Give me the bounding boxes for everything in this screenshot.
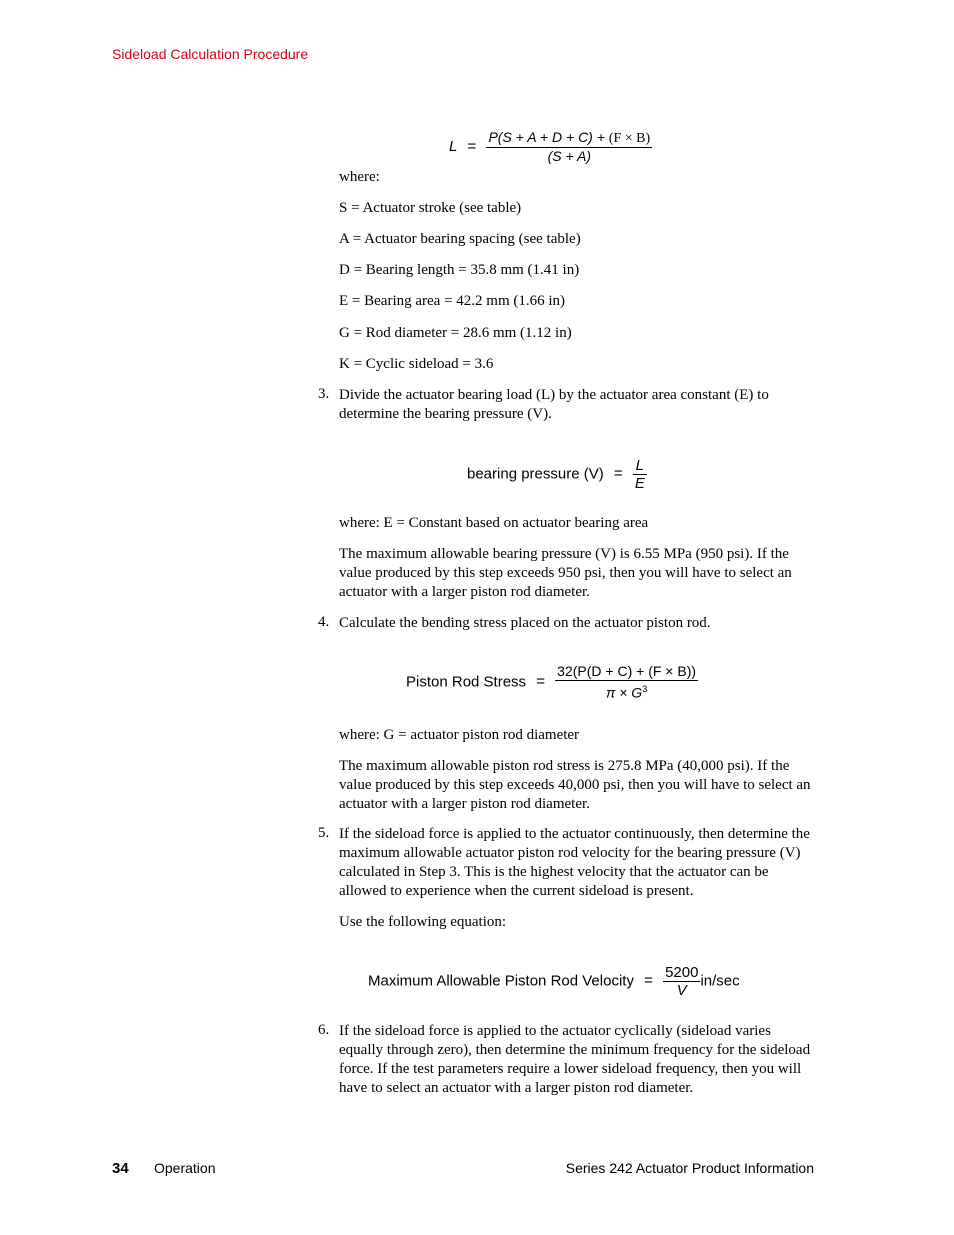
- limit-note: The maximum allowable bearing pressure (V) is 6.55 MPa (950 psi). If the value produced by this step exceeds 950 psi, then you will have to select an actuator with a larger piston rod diameter.: [339, 546, 792, 600]
- formula-piston-rod-stress: [406, 663, 698, 702]
- formula-numerator: 5200: [665, 964, 699, 981]
- formula-equals: =: [644, 972, 653, 990]
- step-text: If the sideload force is applied to the actuator cyclically (sideload varies equally through zero), then determine the minimum frequency for the sideload force. If the test parameters require a lower sideload frequency, then you will have to select an actuator with a larger piston rod diameter.: [339, 1023, 811, 1096]
- definition-g: G = Rod diameter = 28.6 mm (1.12 in): [339, 325, 572, 341]
- step-text: Divide the actuator bearing load (L) by the actuator area constant (E) to determine the bearing pressure (V).: [339, 387, 769, 422]
- where-note: where: E = Constant based on actuator bearing area: [339, 515, 649, 531]
- step-text: If the sideload force is applied to the actuator continuously, then determine the maximum allowable actuator piston rod velocity for the bearing pressure (V) calculated in Step 3. This is the highest velocity that the actuator can be allowed to experience when the current sideload is present.: [339, 826, 810, 899]
- formula-lhs: Maximum Allowable Piston Rod Velocity: [368, 972, 634, 990]
- definition-s: S = Actuator stroke (see table): [339, 200, 522, 216]
- formula-exponent: 3: [642, 684, 648, 694]
- formula-numerator-tail: (F × B): [608, 131, 651, 146]
- where-label: where:: [339, 169, 380, 185]
- formula-numerator: L: [633, 457, 647, 475]
- footer-doc-title: Series 242 Actuator Product Information: [565, 1160, 814, 1176]
- step-number: 5.: [318, 825, 330, 841]
- formula-denominator: (S + A): [547, 148, 592, 164]
- formula-equals: =: [467, 137, 477, 155]
- step-text: Calculate the bending stress placed on the actuator piston rod.: [339, 615, 711, 631]
- formula-equals: =: [613, 465, 623, 483]
- formula-unit: in/sec: [700, 972, 740, 990]
- use-equation-note: Use the following equation:: [339, 914, 507, 930]
- formula-max-velocity: [368, 964, 740, 999]
- step-number: 4.: [318, 614, 330, 630]
- formula-lhs: L: [449, 137, 458, 155]
- formula-lhs: Piston Rod Stress: [406, 673, 527, 691]
- formula-numerator: P(S + A + D + C) +: [488, 129, 609, 145]
- step-number: 3.: [318, 386, 330, 402]
- formula-fraction: [555, 663, 698, 702]
- formula-bearing-load: [449, 129, 652, 165]
- formula-lhs: bearing pressure (V): [467, 465, 604, 483]
- formula-fraction: [663, 964, 700, 999]
- footer-section: Operation: [154, 1160, 216, 1176]
- definition-k: K = Cyclic sideload = 3.6: [339, 356, 494, 372]
- page-number: 34: [112, 1160, 129, 1177]
- step-number: 6.: [318, 1022, 330, 1038]
- formula-fraction: [633, 457, 647, 492]
- formula-equals: =: [536, 673, 545, 691]
- limit-note: The maximum allowable piston rod stress is 275.8 MPa (40,000 psi). If the value produced by this step exceeds 40,000 psi, then you will have to select an actuator with a larger piston rod diameter.: [339, 758, 811, 812]
- formula-bearing-pressure: [467, 457, 647, 492]
- definition-e: E = Bearing area = 42.2 mm (1.66 in): [339, 293, 566, 309]
- running-header: Sideload Calculation Procedure: [112, 46, 309, 62]
- formula-denominator: V: [676, 982, 687, 999]
- definition-a: A = Actuator bearing spacing (see table): [339, 231, 581, 247]
- where-note: where: G = actuator piston rod diameter: [339, 727, 580, 743]
- definition-d: D = Bearing length = 35.8 mm (1.41 in): [339, 262, 580, 278]
- formula-denominator: π × G: [605, 684, 643, 701]
- formula-denominator: E: [634, 475, 645, 492]
- formula-numerator: 32(P(D + C) + (F × B)): [557, 663, 697, 679]
- formula-fraction: [486, 129, 652, 165]
